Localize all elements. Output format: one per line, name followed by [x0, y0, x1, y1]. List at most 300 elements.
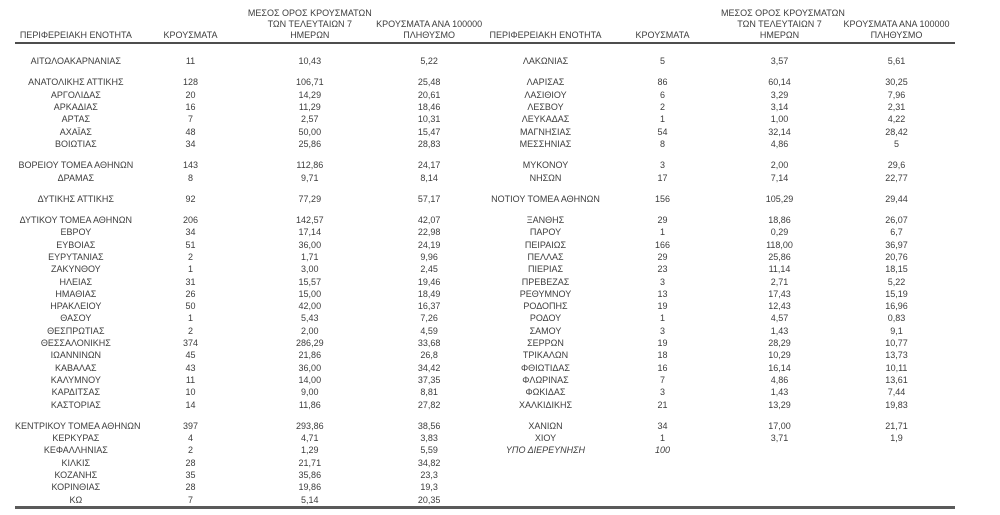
per100k-cell: 23,3: [420, 470, 438, 481]
row-group: [15, 420, 483, 506]
table-row: [487, 337, 955, 349]
avg7-cell: 1,00: [770, 114, 789, 125]
cases-cell: 1: [187, 313, 193, 324]
table-row: [487, 444, 955, 456]
table-row: [15, 171, 483, 183]
avg7-cell: 3,57: [770, 56, 789, 67]
cases-cell: 35: [185, 470, 196, 481]
table-row: [15, 263, 483, 275]
column-header-per100k-line: ΚΡΟΥΣΜΑΤΑ ΑΝΑ 100000: [376, 19, 483, 29]
header-divider-line: [15, 42, 955, 44]
table-row: [15, 214, 483, 226]
region-cell: ΠΙΕΡΙΑΣ: [527, 264, 564, 275]
per100k-cell: 7,96: [887, 89, 906, 100]
avg7-cell: 286,29: [296, 338, 324, 349]
avg7-cell: 28,29: [768, 338, 791, 349]
cases-cell: 374: [182, 338, 198, 349]
per100k-cell: 5,59: [420, 445, 438, 456]
cases-cell: 14: [185, 399, 196, 410]
table-row: [15, 481, 483, 493]
table-row: [15, 125, 483, 137]
per100k-cell: 16,37: [417, 301, 441, 312]
cases-cell: 51: [185, 239, 196, 250]
table-row: [15, 251, 483, 263]
avg7-cell: 14,00: [298, 374, 322, 385]
per100k-cell: 6,7: [890, 227, 903, 238]
column-header-avg7-line: ΤΩΝ ΤΕΛΕΥΤΑΙΩΝ 7: [267, 19, 353, 29]
avg7-cell: 15,00: [298, 288, 322, 299]
per100k-cell: 34,82: [417, 457, 441, 468]
avg7-cell: 14,29: [298, 89, 322, 100]
avg7-cell: 50,00: [298, 126, 322, 137]
table-row: [15, 239, 483, 251]
avg7-cell: 3,14: [770, 102, 789, 113]
table-row: [15, 226, 483, 238]
column-header-avg7-line: ΜΕΣΟΣ ΟΡΟΣ ΚΡΟΥΣΜΑΤΩΝ: [247, 8, 372, 18]
per100k-cell: 38,56: [417, 420, 441, 431]
per100k-cell: 2,45: [420, 264, 438, 275]
per100k-cell: 26,8: [420, 350, 438, 361]
cases-cell: 34: [185, 227, 196, 238]
table-row: [487, 171, 955, 183]
region-cell: ΚΑΣΤΟΡΙΑΣ: [50, 399, 101, 410]
avg7-cell: 10,29: [768, 350, 791, 361]
region-cell: ΗΡΑΚΛΕΙΟΥ: [50, 301, 102, 312]
avg7-cell: 13,29: [768, 399, 791, 410]
avg7-cell: 142,57: [296, 215, 324, 226]
table-row: [15, 386, 483, 398]
per100k-cell: 5: [893, 138, 899, 149]
per100k-cell: 10,77: [885, 338, 908, 349]
region-cell: ΜΑΓΝΗΣΙΑΣ: [519, 126, 572, 137]
per100k-cell: 42,07: [417, 215, 441, 226]
avg7-cell: 16,14: [768, 362, 791, 373]
cases-cell: 2: [187, 445, 193, 456]
table-row: [487, 386, 955, 398]
region-cell: ΚΟΡΙΝΘΙΑΣ: [51, 482, 101, 493]
per100k-cell: 9,1: [890, 325, 903, 336]
region-cell: ΔΥΤΙΚΗΣ ΑΤΤΙΚΗΣ: [37, 193, 114, 204]
avg7-cell: 25,86: [768, 252, 791, 262]
per100k-cell: 5,22: [420, 56, 438, 67]
region-cell: ΚΑΡΔΙΤΣΑΣ: [51, 387, 101, 398]
cases-cell: 6: [659, 89, 665, 100]
column-header-region-label: ΠΕΡΙΦΕΡΕΙΑΚΗ ΕΝΟΤΗΤΑ: [19, 30, 132, 40]
avg7-cell: 4,57: [770, 313, 789, 324]
per100k-cell: 19,83: [885, 399, 908, 410]
per100k-cell: 10,31: [417, 114, 441, 125]
per100k-cell: 22,77: [885, 172, 908, 183]
table-row: [15, 374, 483, 386]
cases-cell: 4: [187, 433, 193, 444]
cases-cell: 166: [654, 239, 671, 250]
per100k-cell: 18,49: [417, 288, 441, 299]
row-group: [487, 55, 955, 67]
table-row: [487, 101, 955, 113]
avg7-cell: 2,00: [770, 160, 789, 171]
cases-cell: 1: [659, 313, 665, 324]
cases-cell: 29: [657, 215, 668, 226]
per100k-cell: 4,59: [420, 325, 438, 336]
region-cell: ΧΑΛΚΙΔΙΚΗΣ: [518, 399, 573, 410]
cases-cell: 54: [657, 126, 668, 137]
region-cell: ΣΑΜΟΥ: [529, 325, 562, 336]
table-row: [15, 337, 483, 349]
region-cell: ΛΑΣΙΘΙΟΥ: [524, 89, 567, 100]
cases-cell: 43: [185, 362, 196, 373]
table-row: [487, 349, 955, 361]
region-cell: ΒΟΡΕΙΟΥ ΤΟΜΕΑ ΑΘΗΝΩΝ: [18, 160, 134, 171]
per100k-cell: 34,42: [417, 362, 441, 373]
avg7-cell: 3,71: [770, 433, 789, 444]
cases-cell: 20: [185, 89, 196, 100]
per100k-cell: 16,96: [885, 301, 908, 312]
column-header-cases-label: ΚΡΟΥΣΜΑΤΑ: [163, 30, 218, 40]
table-row: [487, 113, 955, 125]
avg7-cell: 12,43: [768, 301, 791, 312]
per100k-cell: 15,19: [885, 288, 908, 299]
region-cell: ΛΑΚΩΝΙΑΣ: [522, 56, 569, 67]
region-cell: ΠΑΡΟΥ: [529, 227, 562, 238]
avg7-cell: 7,14: [770, 172, 789, 183]
avg7-cell: 1,71: [301, 252, 319, 262]
table-row: [487, 288, 955, 300]
per100k-cell: 2,31: [887, 102, 906, 113]
cases-cell: 100: [654, 445, 671, 456]
avg7-cell: 11,86: [298, 399, 321, 410]
row-group: [487, 76, 955, 150]
region-cell: ΚΕΦΑΛΛΗΝΙΑΣ: [43, 445, 108, 456]
per100k-cell: 8,14: [420, 172, 438, 183]
table-row: [487, 432, 955, 444]
region-cell: ΛΕΣΒΟΥ: [527, 102, 564, 113]
avg7-cell: 19,86: [298, 482, 322, 493]
region-cell: ΑΡΚΑΔΙΑΣ: [53, 102, 98, 113]
cases-cell: 31: [185, 276, 196, 287]
cases-cell: 3: [659, 276, 665, 287]
avg7-cell: 17,43: [768, 288, 791, 299]
avg7-cell: 17,14: [298, 227, 322, 238]
per100k-cell: 13,61: [885, 374, 908, 385]
region-cell: ΝΟΤΙΟΥ ΤΟΜΕΑ ΑΘΗΝΩΝ: [491, 193, 600, 204]
region-cell: ΕΥΒΟΙΑΣ: [56, 239, 96, 250]
cases-cell: 50: [185, 301, 196, 312]
table-row: [15, 193, 483, 205]
avg7-cell: 36,00: [298, 362, 322, 373]
table-row: [487, 362, 955, 374]
per100k-cell: 36,97: [885, 239, 908, 250]
cases-cell: 10: [185, 387, 196, 398]
region-cell: ΑΙΤΩΛΟΑΚΑΡΝΑΝΙΑΣ: [30, 56, 121, 67]
cases-cell: 1: [659, 433, 665, 444]
region-cell: ΒΟΙΩΤΙΑΣ: [54, 138, 97, 149]
region-cell: ΧΑΝΙΩΝ: [528, 420, 563, 431]
cases-cell: 1: [659, 114, 665, 125]
region-cell: ΖΑΚΥΝΘΟΥ: [50, 264, 101, 275]
row-group: [487, 420, 955, 457]
avg7-cell: 106,71: [296, 77, 324, 88]
cases-cell: 2: [187, 252, 193, 262]
cases-cell: 19: [657, 301, 668, 312]
region-cell: ΚΕΡΚΥΡΑΣ: [52, 433, 100, 444]
per100k-cell: 20,35: [417, 494, 441, 505]
per100k-cell: 57,17: [417, 193, 441, 204]
row-group: [487, 193, 955, 205]
avg7-cell: 17,00: [768, 420, 791, 431]
cases-cell: 7: [659, 374, 665, 385]
region-cell: ΠΡΕΒΕΖΑΣ: [521, 276, 570, 287]
region-cell: ΕΒΡΟΥ: [60, 227, 92, 238]
avg7-cell: 21,86: [298, 350, 322, 361]
per100k-cell: 21,71: [885, 420, 908, 431]
per100k-cell: 20,76: [885, 252, 908, 262]
per100k-cell: 27,82: [417, 399, 441, 410]
region-cell: ΜΥΚΟΝΟΥ: [522, 160, 569, 171]
table-row: [15, 300, 483, 312]
row-group: [15, 76, 483, 150]
cases-cell: 3: [659, 387, 665, 398]
row-group: [15, 159, 483, 184]
region-cell: ΗΛΕΙΑΣ: [59, 276, 93, 287]
avg7-cell: 4,86: [770, 374, 789, 385]
region-cell: ΘΑΣΟΥ: [60, 313, 92, 324]
per100k-cell: 7,26: [420, 313, 438, 324]
column-header-per100k: [375, 19, 483, 44]
per100k-cell: 0,83: [887, 313, 906, 324]
cases-cell: 21: [657, 399, 668, 410]
table-row: [15, 349, 483, 361]
regional-cases-table-left: [15, 8, 483, 506]
per100k-cell: 1,9: [890, 433, 903, 444]
per100k-cell: 7,44: [887, 387, 906, 398]
region-cell: ΤΡΙΚΑΛΩΝ: [522, 350, 569, 361]
per100k-cell: 24,19: [417, 239, 441, 250]
cases-cell: 397: [182, 420, 198, 431]
table-row: [487, 55, 955, 67]
region-cell: ΡΟΔΟΠΗΣ: [523, 301, 568, 312]
column-header-region-label: ΠΕΡΙΦΕΡΕΙΑΚΗ ΕΝΟΤΗΤΑ: [489, 30, 602, 40]
cases-cell: 16: [185, 102, 196, 113]
cases-cell: 11: [185, 374, 196, 385]
avg7-cell: 2,57: [301, 114, 319, 125]
table-header: [487, 8, 955, 42]
region-cell: ΚΕΝΤΡΙΚΟΥ ΤΟΜΕΑ ΑΘΗΝΩΝ: [15, 420, 141, 431]
cases-cell: 29: [657, 252, 668, 262]
cases-cell: 45: [185, 350, 196, 361]
cases-cell: 11: [185, 56, 196, 67]
column-header-avg7-line: ΤΩΝ ΤΕΛΕΥΤΑΙΩΝ 7: [737, 19, 822, 29]
per100k-cell: 9,96: [420, 252, 438, 262]
avg7-cell: 105,29: [765, 193, 794, 204]
region-cell: ΚΑΛΥΜΝΟΥ: [50, 374, 101, 385]
avg7-cell: 293,86: [296, 420, 324, 431]
per100k-cell: 10,11: [885, 362, 908, 373]
region-cell: ΧΙΟΥ: [534, 433, 557, 444]
column-header-avg7: [721, 8, 845, 44]
table-row: [487, 275, 955, 287]
cases-cell: 86: [657, 77, 668, 88]
table-rows: [15, 42, 483, 506]
table-row: [487, 420, 955, 432]
cases-cell: 206: [182, 215, 198, 226]
region-cell: ΑΧΑΪΑΣ: [59, 126, 92, 137]
per100k-cell: 19,46: [417, 276, 441, 287]
cases-cell: 17: [657, 172, 668, 183]
avg7-cell: 60,14: [768, 77, 791, 88]
cases-cell: 8: [187, 172, 193, 183]
region-cell: ΜΕΣΣΗΝΙΑΣ: [519, 138, 572, 149]
column-header-per100k: [838, 19, 955, 44]
table-row: [15, 420, 483, 432]
table-row: [15, 288, 483, 300]
table-row: [15, 398, 483, 410]
avg7-cell: 4,71: [301, 433, 319, 444]
table-row: [487, 159, 955, 171]
per100k-cell: 29,6: [887, 160, 906, 171]
row-group: [15, 193, 483, 205]
cases-cell: 28: [185, 482, 196, 493]
table-row: [15, 275, 483, 287]
table-row: [487, 325, 955, 337]
per100k-cell: 13,73: [885, 350, 908, 361]
per100k-cell: 24,17: [417, 160, 441, 171]
avg7-cell: 11,29: [298, 102, 321, 113]
table-row: [15, 325, 483, 337]
avg7-cell: 36,00: [298, 239, 322, 250]
table-row: [487, 239, 955, 251]
table-row: [15, 55, 483, 67]
table-row: [15, 469, 483, 481]
region-cell: ΛΑΡΙΣΑΣ: [526, 77, 565, 88]
cases-cell: 28: [185, 457, 196, 468]
avg7-cell: 1,29: [301, 445, 319, 456]
table-row: [487, 76, 955, 88]
column-header-avg7-line: ΗΜΕΡΩΝ: [759, 30, 800, 40]
per100k-cell: 5,61: [887, 56, 906, 67]
avg7-cell: 77,29: [298, 193, 322, 204]
region-cell: ΑΡΤΑΣ: [61, 114, 91, 125]
cases-cell: 7: [187, 494, 193, 505]
region-cell: ΦΩΚΙΔΑΣ: [525, 387, 566, 398]
table-row: [15, 101, 483, 113]
table-header: [15, 8, 483, 42]
region-cell: ΗΜΑΘΙΑΣ: [55, 288, 97, 299]
table-row: [15, 113, 483, 125]
column-header-avg7-line: ΗΜΕΡΩΝ: [290, 30, 330, 40]
table-row: [15, 138, 483, 150]
table-row: [487, 214, 955, 226]
avg7-cell: 1,43: [770, 387, 789, 398]
region-cell: ΚΟΖΑΝΗΣ: [54, 470, 98, 481]
avg7-cell: 11,14: [768, 264, 791, 275]
region-cell: ΡΕΘΥΜΝΟΥ: [519, 288, 572, 299]
per100k-cell: 25,48: [417, 77, 441, 88]
table-row: [487, 300, 955, 312]
region-cell: ΠΕΛΛΑΣ: [527, 252, 564, 262]
per100k-cell: 33,68: [417, 338, 441, 349]
avg7-cell: 15,57: [298, 276, 322, 287]
per100k-cell: 3,83: [420, 433, 438, 444]
region-cell: ΚΩ: [69, 494, 83, 505]
per100k-cell: 30,25: [885, 77, 908, 88]
cases-cell: 48: [185, 126, 196, 137]
cases-cell: 2: [659, 102, 665, 113]
avg7-cell: 35,86: [298, 470, 322, 481]
region-cell: ΠΕΙΡΑΙΩΣ: [524, 239, 567, 250]
cases-cell: 26: [185, 288, 196, 299]
per100k-cell: 37,35: [417, 374, 441, 385]
per100k-cell: 22,98: [417, 227, 441, 238]
per100k-cell: 28,42: [885, 126, 908, 137]
column-header-avg7-line: ΜΕΣΟΣ ΟΡΟΣ ΚΡΟΥΣΜΑΤΩΝ: [721, 8, 845, 18]
region-cell: ΥΠΟ ΔΙΕΡΕΥΝΗΣΗ: [505, 445, 586, 456]
table-row: [15, 494, 483, 506]
row-group: [487, 214, 955, 411]
column-header-cases-label: ΚΡΟΥΣΜΑΤΑ: [635, 30, 690, 40]
cases-cell: 1: [659, 227, 665, 238]
avg7-cell: 0,29: [770, 227, 789, 238]
table-row: [487, 251, 955, 263]
cases-cell: 156: [654, 193, 671, 204]
cases-cell: 34: [185, 138, 196, 149]
avg7-cell: 3,29: [770, 89, 789, 100]
region-cell: ΘΕΣΠΡΩΤΙΑΣ: [47, 325, 105, 336]
avg7-cell: 4,86: [770, 138, 789, 149]
region-cell: ΕΥΡΥΤΑΝΙΑΣ: [48, 252, 104, 262]
region-cell: ΛΕΥΚΑΔΑΣ: [521, 114, 570, 125]
region-cell: ΝΗΣΩΝ: [529, 172, 562, 183]
avg7-cell: 42,00: [298, 301, 322, 312]
per100k-cell: 18,15: [885, 264, 908, 275]
per100k-cell: 4,22: [887, 114, 906, 125]
table-row: [15, 432, 483, 444]
avg7-cell: 10,43: [298, 56, 322, 67]
cases-cell: 128: [182, 77, 198, 88]
cases-cell: 2: [187, 325, 193, 336]
cases-cell: 13: [657, 288, 668, 299]
region-cell: ΣΕΡΡΩΝ: [527, 338, 564, 349]
region-cell: ΦΘΙΩΤΙΔΑΣ: [521, 362, 570, 373]
cases-cell: 143: [182, 160, 198, 171]
avg7-cell: 2,71: [770, 276, 789, 287]
cases-cell: 19: [657, 338, 668, 349]
avg7-cell: 9,00: [301, 387, 319, 398]
cases-cell: 3: [659, 160, 665, 171]
bottom-divider-line: [15, 506, 955, 509]
per100k-cell: 18,46: [417, 102, 441, 113]
cases-cell: 1: [187, 264, 193, 275]
cases-cell: 16: [657, 362, 668, 373]
table-row: [15, 89, 483, 101]
avg7-cell: 5,14: [301, 494, 319, 505]
cases-cell: 8: [659, 138, 665, 149]
table-row: [15, 457, 483, 469]
region-cell: ΑΝΑΤΟΛΙΚΗΣ ΑΤΤΙΚΗΣ: [28, 77, 124, 88]
avg7-cell: 21,71: [298, 457, 322, 468]
table-row: [487, 398, 955, 410]
per100k-cell: 8,81: [420, 387, 438, 398]
row-group: [15, 55, 483, 67]
table-row: [487, 226, 955, 238]
table-row: [487, 138, 955, 150]
regional-cases-table-right: [487, 8, 955, 457]
avg7-cell: 118,00: [766, 239, 793, 250]
avg7-cell: 112,86: [296, 160, 324, 171]
table-row: [15, 76, 483, 88]
row-group: [15, 214, 483, 411]
cases-cell: 5: [659, 56, 665, 67]
region-cell: ΡΟΔΟΥ: [529, 313, 562, 324]
